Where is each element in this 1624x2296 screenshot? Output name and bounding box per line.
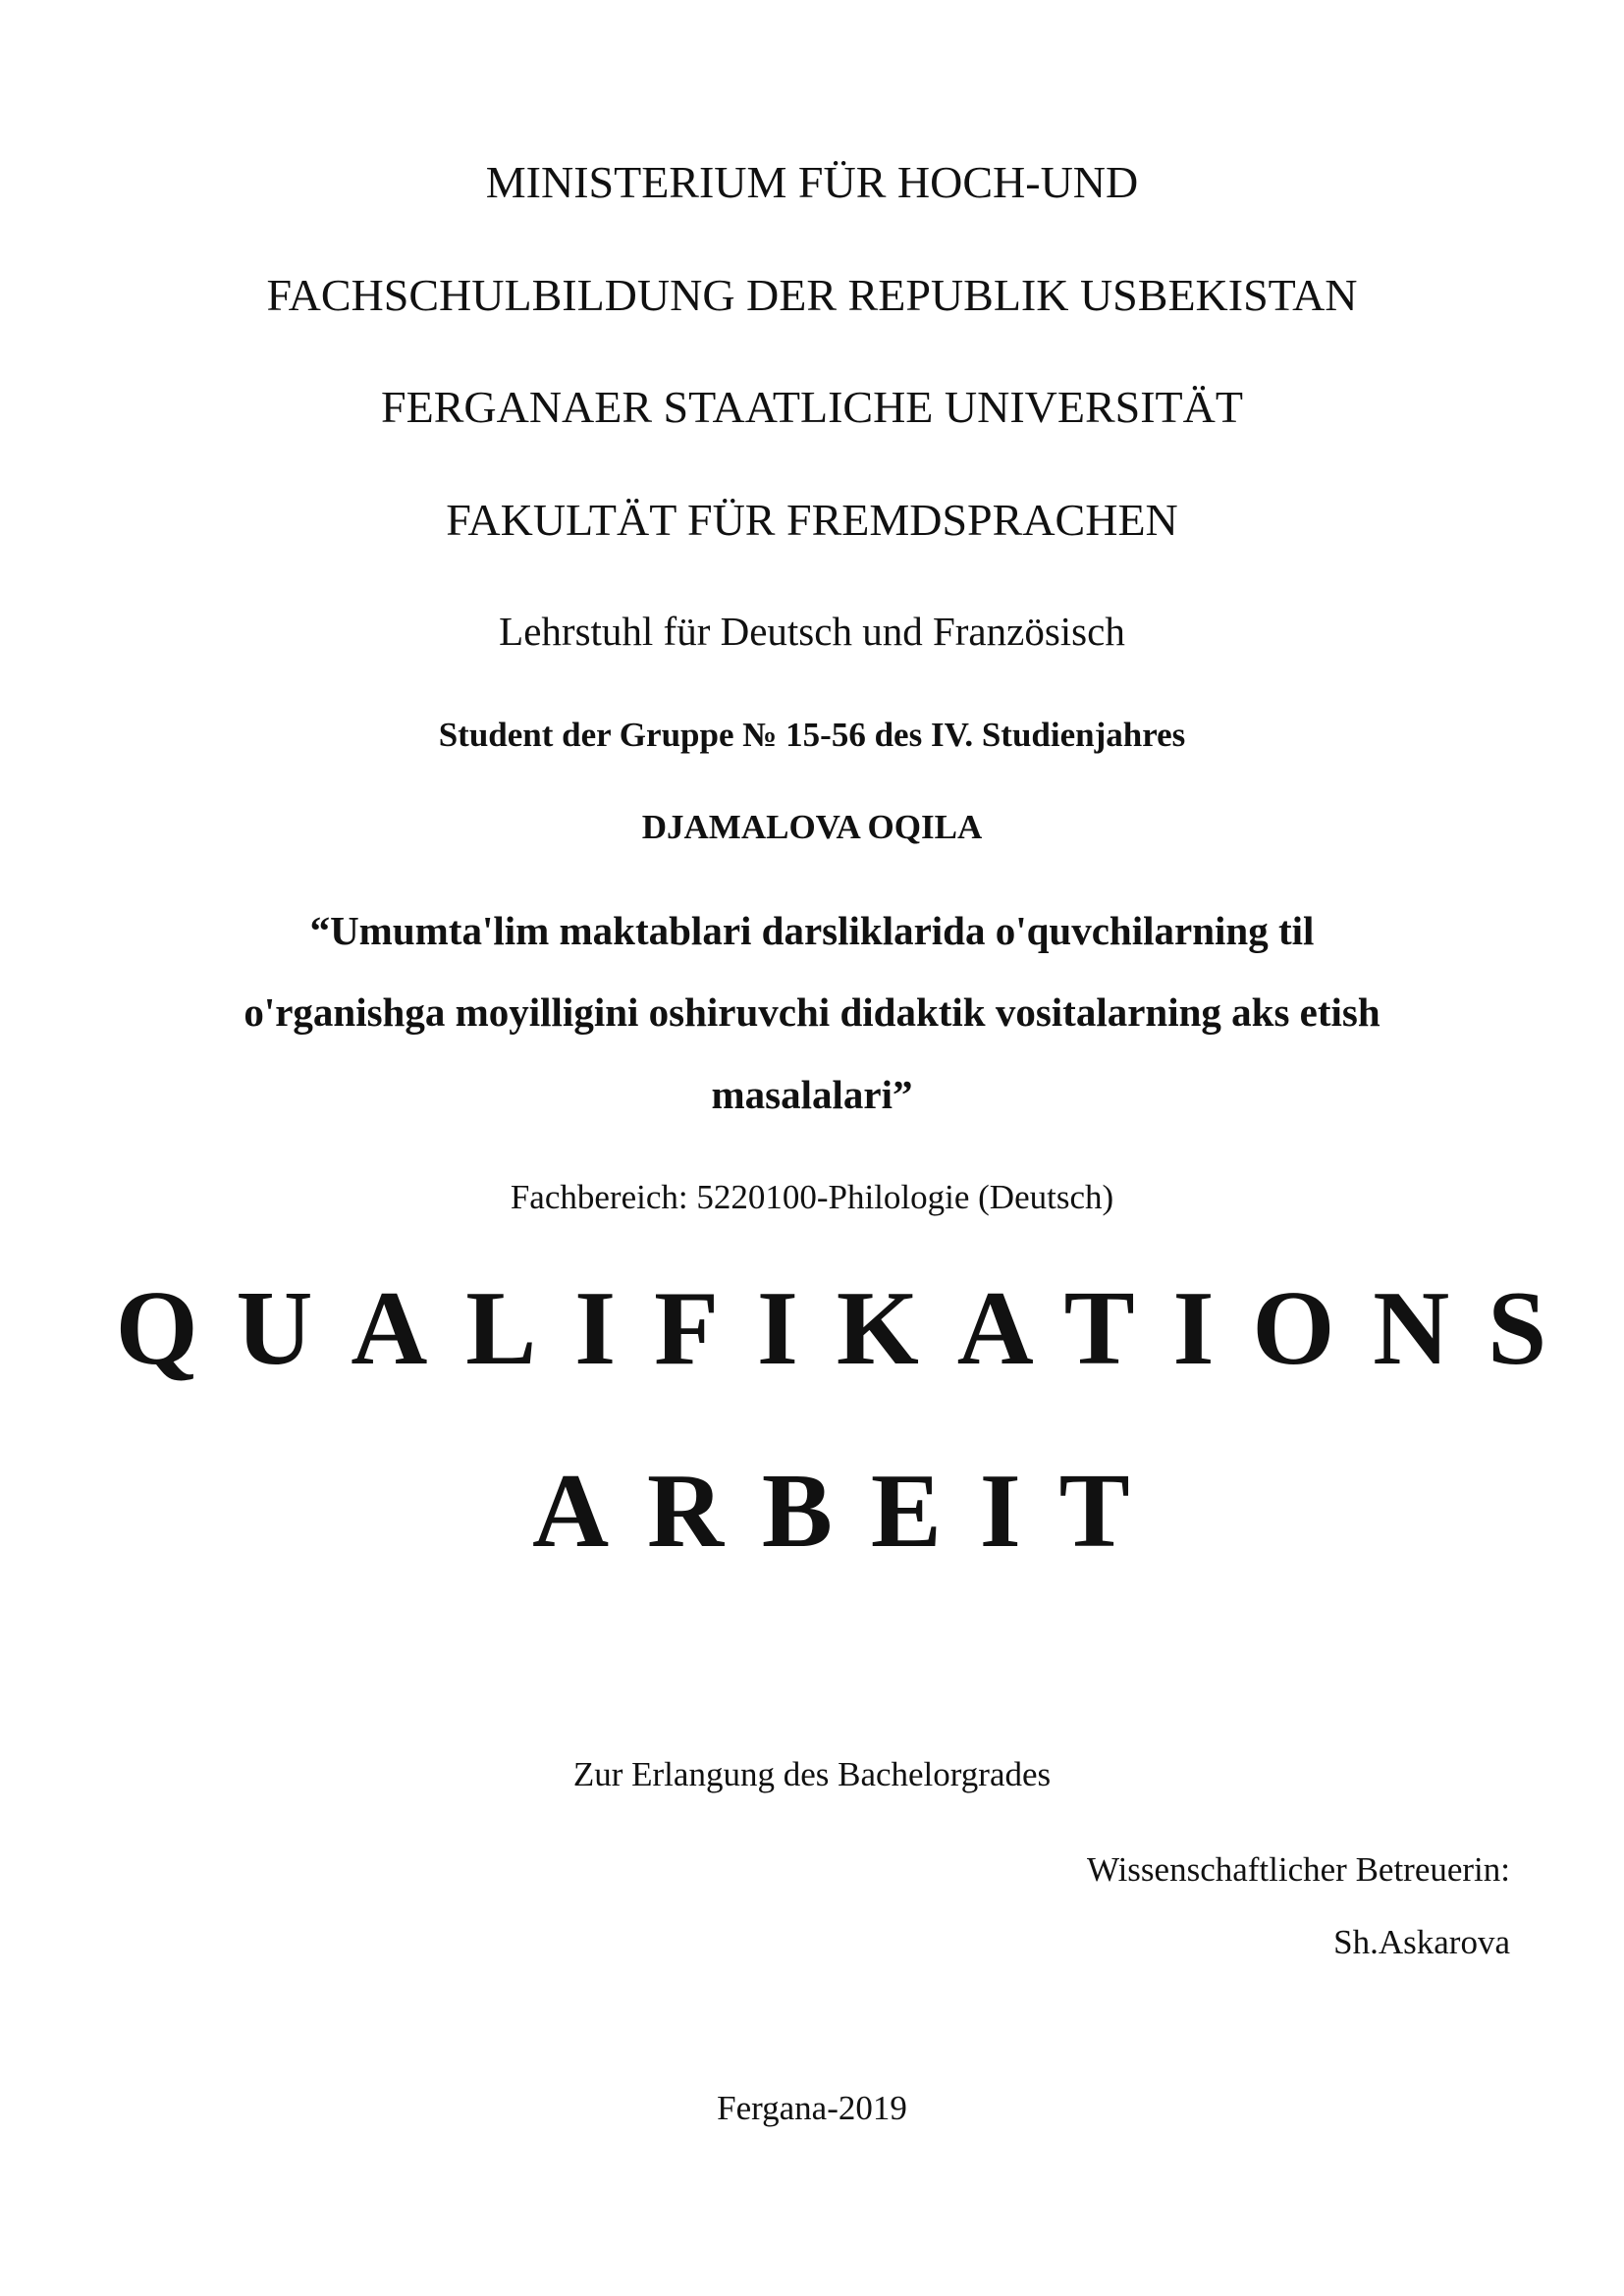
topic-line-1: “Umumta'lim maktablari darsliklarida o'quvchilarning til xyxy=(309,908,1315,953)
faculty-name: FAKULTÄT FÜR FREMDSPRACHEN xyxy=(446,495,1178,545)
chair-name: Lehrstuhl für Deutsch und Französisch xyxy=(499,609,1125,654)
ministry-line-2: FACHSCHULBILDUNG DER REPUBLIK USBEKISTAN xyxy=(266,270,1358,320)
student-name: DJAMALOVA OQILA xyxy=(641,808,983,846)
supervisor-label: Wissenschaftlicher Betreuerin: xyxy=(1086,1850,1510,1889)
field-of-study: Fachbereich: 5220100-Philologie (Deutsch) xyxy=(510,1178,1114,1216)
work-type-line-2: ARBEIT xyxy=(532,1453,1168,1570)
student-group-line: Student der Gruppe № 15-56 des IV. Studienjahres xyxy=(438,716,1186,754)
degree-purpose: Zur Erlangung des Bachelorgrades xyxy=(572,1755,1052,1793)
topic-line-2: o'rganishga moyilligini oshiruvchi didaktik vositalarning aks etish xyxy=(244,989,1380,1035)
work-type-line-1: QUALIFIKATIONS xyxy=(115,1270,1586,1387)
place-year: Fergana-2019 xyxy=(717,2089,907,2127)
supervisor-name: Sh.Askarova xyxy=(1333,1923,1510,1961)
ministry-line-1: MINISTERIUM FÜR HOCH-UND xyxy=(485,157,1139,207)
university-name: FERGANAER STAATLICHE UNIVERSITÄT xyxy=(381,382,1243,432)
topic-line-3: masalalari” xyxy=(711,1072,913,1117)
